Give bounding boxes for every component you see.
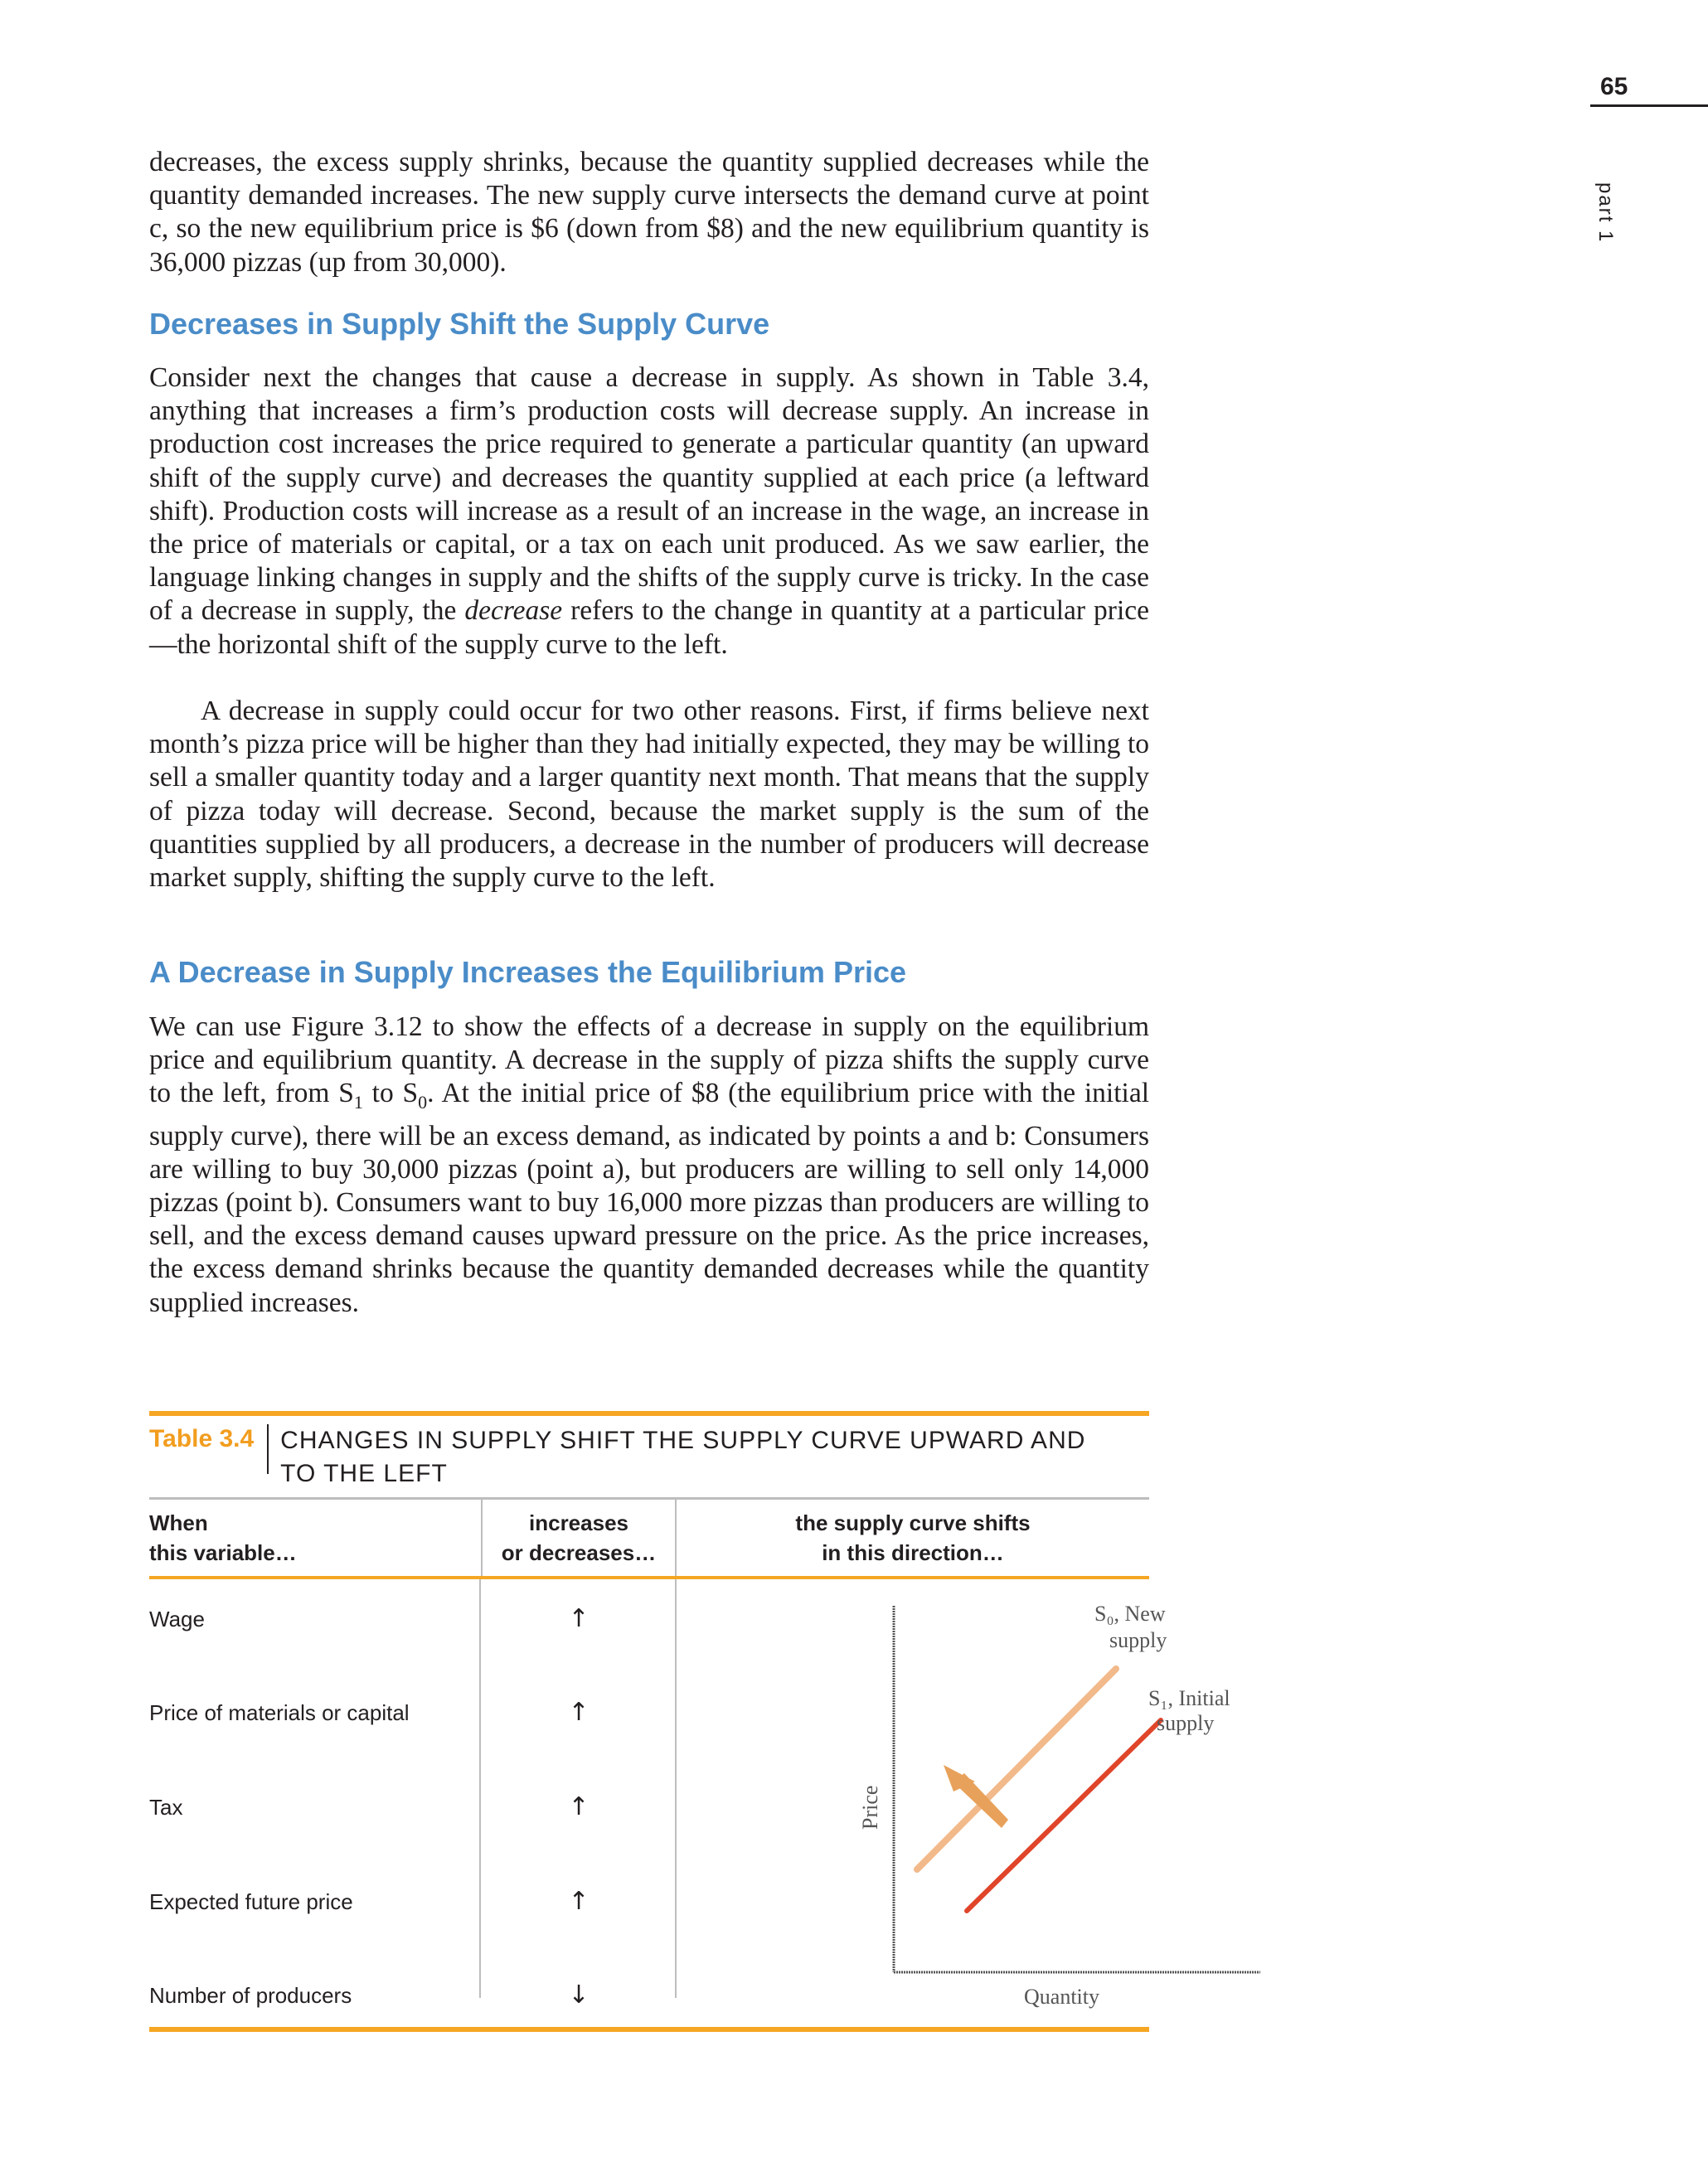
header-change: increases or decreases… [481, 1500, 677, 1576]
x-axis-label: Quantity [1024, 1985, 1099, 2009]
up-arrow-icon: ↑ [568, 1887, 590, 1916]
initial-supply-label: S₁, Initial [1148, 1686, 1230, 1710]
table-caption: CHANGES IN SUPPLY SHIFT THE SUPPLY CURVE UPWARD AND TO THE LEFT [280, 1427, 1086, 1487]
y-axis-label: Price [858, 1785, 882, 1830]
table-body [149, 1579, 1230, 2027]
table-column-headers [149, 1500, 1149, 1576]
row-variable: Expected future price [149, 1889, 353, 1914]
table-bottom-rule [149, 2027, 1149, 2032]
initial-supply-label-line2: supply [1157, 1711, 1215, 1735]
new-supply-label: S₀, New [1094, 1602, 1166, 1626]
row-variable: Tax [149, 1795, 183, 1820]
up-arrow-icon: ↑ [568, 1604, 590, 1633]
column-divider [675, 1579, 677, 1998]
header-direction: the supply curve shifts in this direction… [795, 1510, 1031, 1565]
part-label: part 1 [1594, 182, 1617, 244]
table-3-4 [149, 1411, 1230, 2032]
table-label: Table 3.4 [149, 1424, 269, 1474]
row-variable: Wage [149, 1607, 205, 1631]
paragraph-equilibrium: We can use Figure 3.12 to show the effects of a decrease in supply on the equilibrium price and equilibrium quantity. A decrease in the supply of pizza shifts the supply curve to the left, from $S_1$ to $S_0$. At the initial price of $8 (the equilibrium price with the initial supply curve), there will be an excess demand, as indicated by points a and b: Consumers are willing to buy 30,000 pizzas (point a), but producers are willing to sell only 14,000 pizzas (point b). Consumers want to buy 16,000 more pizzas than producers are willing to sell, and the excess demand causes upward pressure on the price. As the price increases, the excess demand shrinks because the quantity demanded decreases while the quantity supplied increases. [149, 1011, 1150, 1318]
paragraph-intro: decreases, the excess supply shrinks, because the quantity supplied decreases while the quantity demanded increases. The new supply curve intersects the demand curve at point c, so the new equilibrium price is $6 (down from $8) and the new equilibrium quantity is 36,000 pizzas (up from 30,000). [149, 147, 1149, 278]
table-top-rule [149, 1411, 1149, 1416]
column-divider [479, 1579, 481, 1998]
paragraph-decrease-causes: Consider next the changes that cause a decrease in supply. As shown in Table 3.4, anything that increases a firm’s production costs will decrease supply. An increase in production cost increases the price required to generate a particular quantity (an upward shift of the supply curve) and decreases the quantity supplied at each price (a leftward shift). Production costs will increase as a result of an increase in the wage, an increase in the price of materials or capital, or a tax on each unit produced. As we saw earlier, the language linking changes in supply and the shifts of the supply curve is tricky. In the case of a decrease in supply, the decrease refers to the change in quantity at a particular price—the horizontal shift of the supply curve to the left. [149, 362, 1149, 660]
row-variable: Number of producers [149, 1983, 352, 2008]
section-heading-decreases: Decreases in Supply Shift the Supply Curve [149, 307, 770, 341]
paragraph-other-reasons: A decrease in supply could occur for two other reasons. First, if firms believe next month’s pizza price will be higher than they had initially expected, they may be willing to sell a smaller quantity today and a larger quantity next month. That means that the supply of pizza today will decrease. Second, because the market supply is the sum of the quantities supplied by all producers, a decrease in the number of producers will decrease market supply, shifting the supply curve to the left. [149, 696, 1149, 894]
new-supply-label-line2: supply [1109, 1628, 1167, 1652]
page-number: 65 [1590, 73, 1708, 107]
up-arrow-icon: ↑ [568, 1792, 590, 1821]
header-variable: When this variable… [149, 1510, 297, 1565]
table-title-row [149, 1424, 1149, 1491]
down-arrow-icon: ↓ [568, 1980, 590, 2010]
supply-shift-graph [680, 1596, 1230, 2010]
row-variable: Price of materials or capital [149, 1700, 410, 1725]
section-heading-equilibrium: A Decrease in Supply Increases the Equilibrium Price [149, 955, 907, 989]
up-arrow-icon: ↑ [568, 1698, 590, 1727]
